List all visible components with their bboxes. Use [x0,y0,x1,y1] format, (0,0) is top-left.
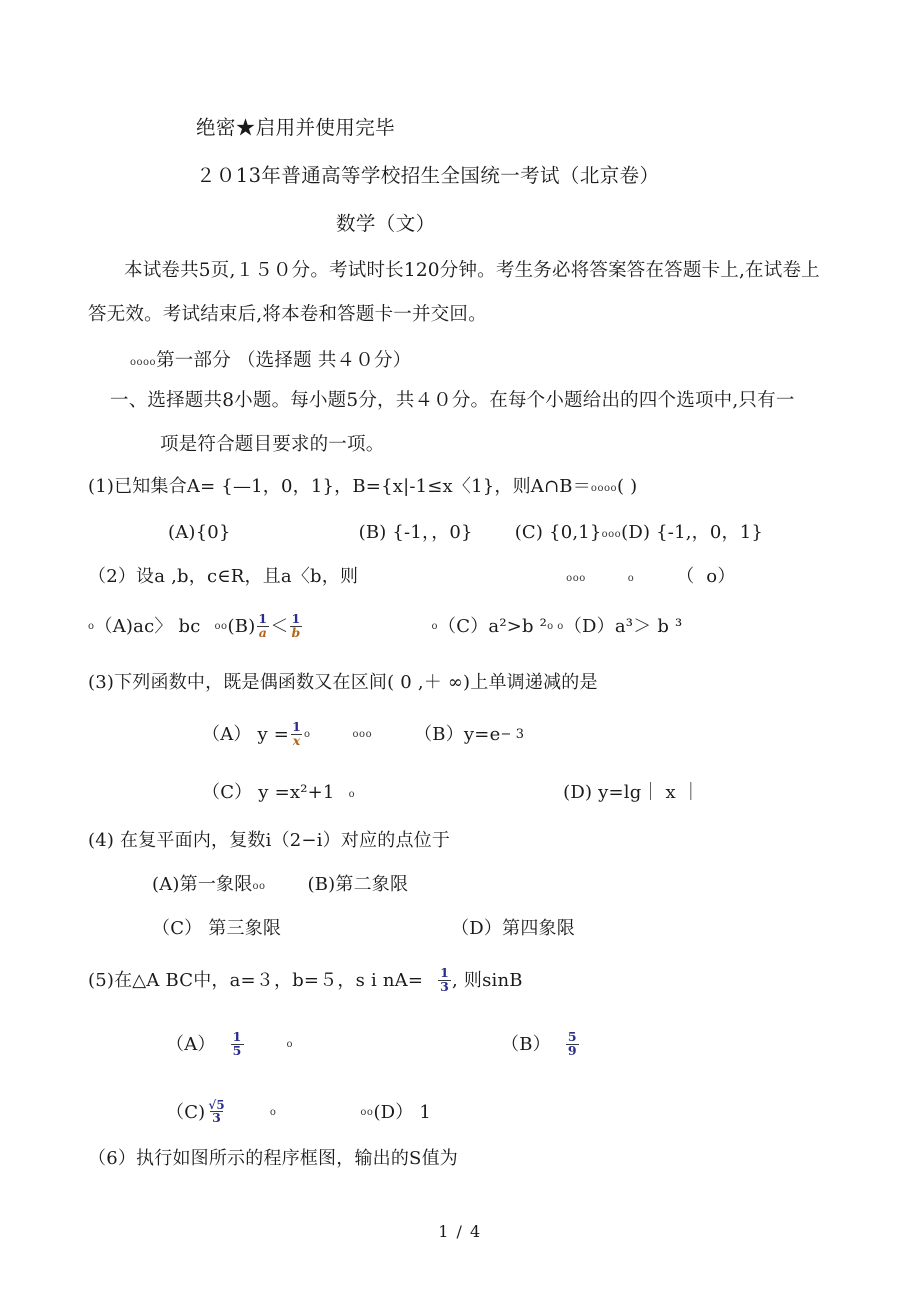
fraction-denominator: a [258,624,268,640]
question-1-option-a: (A){0} [168,522,231,543]
question-3-stem: (3)下列函数中，既是偶函数又在区间( 0 ,＋ ∞)上单调递减的是 [88,672,598,693]
question-1-option-b: (B) {-1，，0} [358,522,473,543]
question-1-option-c: (C) {0,1} [514,522,602,543]
artifact-dots: ᴏᴏᴏ [601,528,622,540]
artifact-dots: ᴏ [431,621,439,633]
question-6-stem: （6）执行如图所示的程序框图，输出的S值为 [88,1148,458,1169]
page-number: 1 / 4 [438,1222,482,1241]
instructions-line-2: 答无效。考试结束后,将本卷和答题卡一并交回。 [88,304,487,325]
question-5-option-c-label: （C) [166,1101,206,1123]
artifact-dots: ᴏᴏᴏ [352,729,373,741]
artifact-dots: ᴏᴏᴏᴏ [590,482,618,494]
question-5-option-b-label: （B） [501,1034,551,1056]
question-2-options [88,611,683,641]
question-5-option-a-label: （A） [166,1034,216,1056]
artifact-dots: ᴏᴏ [214,621,228,633]
exponent-minus-three: − 3 [500,726,525,742]
question-2-stem [88,568,736,586]
question-3-option-a-label: （A） y = [202,724,290,746]
question-4-option-b: (B)第二象限 [307,874,409,895]
fraction-one-fifth [231,1031,244,1058]
fraction-root-five-over-three [206,1099,226,1125]
question-2-option-c: （C）a²>b ² [438,616,548,638]
instructions-line-1: 本试卷共5页,１５０分。考试时长120分钟。考生务必将答案答在答题卡上,在试卷上 [124,260,820,281]
artifact-dots: ᴏ [627,572,635,584]
question-1-text: (1)已知集合A= {—1，0，1}，B={x|-1≤x〈1}，则A∩B＝ [88,476,591,497]
part-one-label: 第一部分 （选择题 共４０分） [156,350,412,371]
secret-notice: 绝密★启用并使用完毕 [196,116,396,139]
question-4-options-row-1 [152,876,408,894]
question-4-option-c: （C） 第三象限 [152,918,282,939]
question-4-stem: (4) 在复平面内，复数i（2−i）对应的点位于 [88,830,451,851]
question-5-options-row-2 [166,1100,431,1126]
fraction-denominator: 9 [567,1042,577,1058]
section-intro-line-1: 一、选择题共8小题。每小题5分，共４０分。在每个小题给出的四个选项中,只有一 [110,390,795,411]
artifact-dots: ᴏᴏ [360,1106,374,1118]
fraction-numerator: 1 [292,719,301,734]
fraction-numerator: 1 [232,1029,242,1044]
artifact-dots: ᴏ [269,1106,277,1118]
question-5-option-d: (D） 1 [373,1101,432,1123]
question-2-option-a: （A)ac〉 bc [94,616,201,638]
question-4-options-row-2 [152,920,575,938]
question-5-text-tail: , 则sinB [452,970,523,992]
question-1-blank: ( ) [617,476,638,497]
less-than-sign: ＜ [270,616,289,638]
fraction-numerator: 1 [258,611,268,626]
artifact-dots: ᴏ [348,788,356,800]
question-3-option-c: （C） y =x²+1 [202,782,335,803]
question-1-stem [88,478,637,496]
question-2-option-d: （D）a³＞ b ³ [563,616,683,638]
artifact-dots: ᴏ ᴏ [547,621,564,633]
fraction-numerator: 5 [567,1029,577,1044]
question-2-blank: （ ᴏ） [676,566,736,587]
question-4-option-a: (A)第一象限 [152,874,253,895]
exam-title: ２０13年普通高等学校招生全国统一考试（北京卷） [196,164,660,187]
question-3-option-d: (D) y=lg｜ x ｜ [563,782,701,803]
fraction-numerator: 1 [291,611,301,626]
part-one-heading [130,352,411,371]
question-4-option-d: （D）第四象限 [451,918,575,939]
fraction-one-over-a [256,613,269,640]
artifact-dots: ᴏ [88,621,95,633]
fraction-denominator: b [291,624,301,640]
fraction-one-over-b [290,613,303,640]
question-3-options-row-2 [202,784,700,802]
question-3-option-b: （B）y=e [414,724,501,746]
question-1-options [168,524,763,542]
fraction-denominator: 3 [212,1110,222,1126]
question-3-options-row-1 [202,719,525,749]
question-1-option-d: (D) {-1,，0，1} [621,522,764,543]
question-5-stem [88,965,523,995]
question-2-option-b-label: (B) [227,616,256,638]
fraction-one-over-x [290,721,303,748]
fraction-numerator: √5 [208,1098,225,1112]
fraction-numerator: 1 [440,965,450,980]
section-intro-line-2: 项是符合题目要求的一项。 [160,434,385,455]
fraction-denominator: 3 [440,978,450,994]
artifact-dots: ᴏ [304,729,311,741]
fraction-denominator: x [292,732,301,748]
fraction-denominator: 5 [232,1042,242,1058]
artifact-dots: ᴏ [286,1039,294,1051]
fraction-five-ninths [566,1031,579,1058]
fraction-one-third [438,967,451,994]
question-2-text: （2）设a ,b，c∈R，且a〈b，则 [88,566,359,587]
artifact-dots: ᴏᴏᴏᴏ [130,356,157,368]
question-5-options-row-1 [166,1029,580,1059]
question-5-text: (5)在△A BC中，a=３，b=５，s i nA= [88,970,424,992]
artifact-dots: ᴏᴏ [252,880,266,892]
artifact-dots: ᴏᴏᴏ [566,572,586,584]
exam-subject: 数学（文） [336,212,436,235]
